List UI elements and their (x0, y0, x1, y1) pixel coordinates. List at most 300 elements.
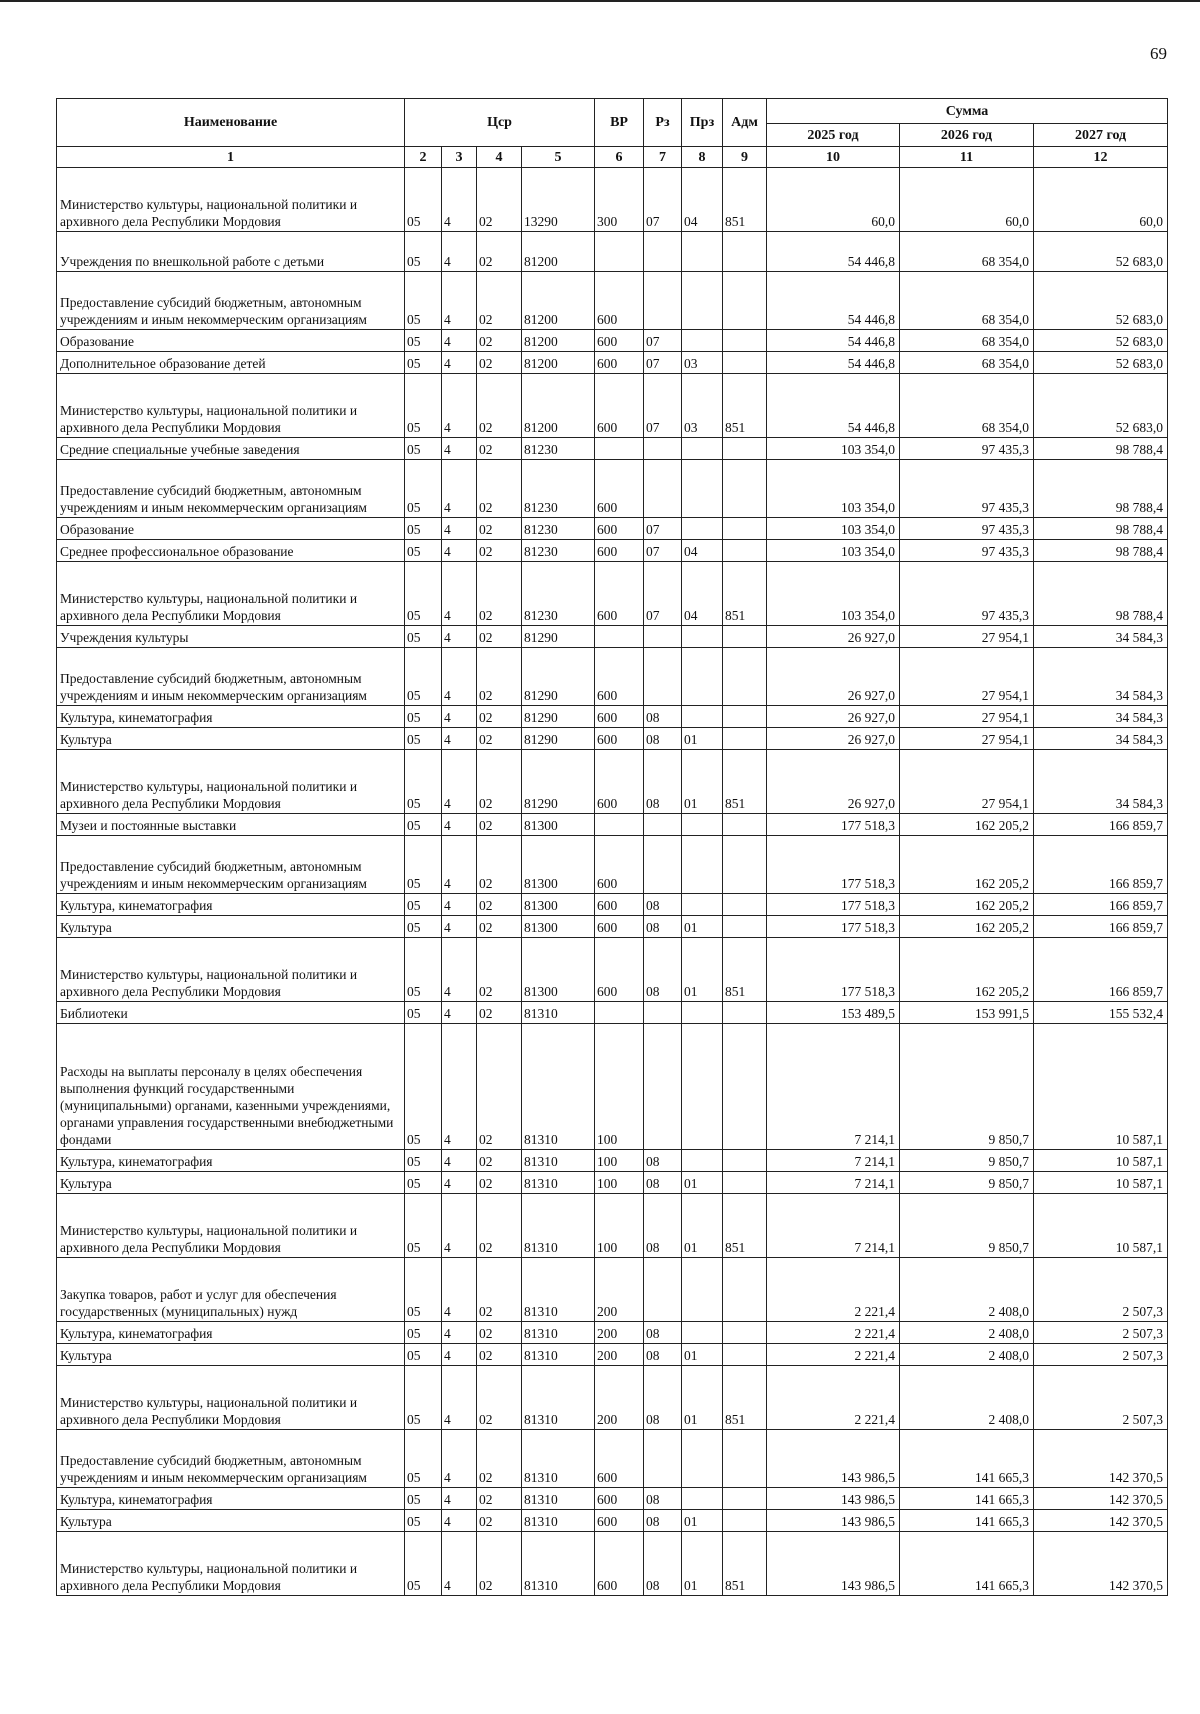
sum-2027: 34 584,3 (1034, 750, 1168, 814)
sum-2026: 27 954,1 (900, 648, 1034, 706)
csr-part-4: 81310 (522, 1024, 595, 1150)
sum-2027: 10 587,1 (1034, 1172, 1168, 1194)
adm-code (723, 1002, 767, 1024)
table-row (57, 1430, 1168, 1488)
header-sum: Сумма (767, 99, 1168, 124)
csr-part-1: 05 (405, 750, 442, 814)
adm-code (723, 460, 767, 518)
row-name: Министерство культуры, национальной политики и архивного дела Республики Мордовия (57, 1532, 405, 1596)
adm-code (723, 518, 767, 540)
prz-code (682, 1024, 723, 1150)
csr-part-2: 4 (442, 1430, 477, 1488)
prz-code (682, 1150, 723, 1172)
vr-code: 600 (595, 1430, 644, 1488)
csr-part-3: 02 (477, 1510, 522, 1532)
sum-2027: 10 587,1 (1034, 1194, 1168, 1258)
csr-part-4: 81200 (522, 272, 595, 330)
sum-2026: 141 665,3 (900, 1488, 1034, 1510)
csr-part-1: 05 (405, 626, 442, 648)
table-row (57, 460, 1168, 518)
prz-code (682, 1002, 723, 1024)
prz-code: 01 (682, 728, 723, 750)
vr-code: 600 (595, 460, 644, 518)
csr-part-2: 4 (442, 330, 477, 352)
sum-2026: 162 205,2 (900, 916, 1034, 938)
prz-code (682, 814, 723, 836)
sum-2026: 141 665,3 (900, 1430, 1034, 1488)
sum-2025: 54 446,8 (767, 352, 900, 374)
csr-part-3: 02 (477, 352, 522, 374)
adm-code (723, 1510, 767, 1532)
table-row (57, 1172, 1168, 1194)
sum-2025: 143 986,5 (767, 1532, 900, 1596)
sum-2026: 2 408,0 (900, 1322, 1034, 1344)
prz-code: 04 (682, 540, 723, 562)
csr-part-3: 02 (477, 1194, 522, 1258)
sum-2025: 7 214,1 (767, 1150, 900, 1172)
header-csr: Цср (405, 99, 595, 147)
sum-2025: 54 446,8 (767, 330, 900, 352)
csr-part-3: 02 (477, 916, 522, 938)
sum-2027: 34 584,3 (1034, 728, 1168, 750)
table-body (57, 168, 1168, 1596)
sum-2027: 34 584,3 (1034, 706, 1168, 728)
rz-code: 08 (644, 1172, 682, 1194)
csr-part-1: 05 (405, 460, 442, 518)
csr-part-1: 05 (405, 272, 442, 330)
csr-part-4: 81200 (522, 232, 595, 272)
prz-code (682, 438, 723, 460)
sum-2026: 9 850,7 (900, 1194, 1034, 1258)
rz-code: 08 (644, 1322, 682, 1344)
row-name: Культура (57, 1344, 405, 1366)
adm-code (723, 814, 767, 836)
csr-part-4: 81200 (522, 352, 595, 374)
csr-part-4: 81230 (522, 562, 595, 626)
prz-code (682, 626, 723, 648)
csr-part-2: 4 (442, 750, 477, 814)
sum-2026: 68 354,0 (900, 374, 1034, 438)
rz-code (644, 814, 682, 836)
vr-code (595, 814, 644, 836)
vr-code: 100 (595, 1024, 644, 1150)
csr-part-4: 81200 (522, 330, 595, 352)
rz-code (644, 1002, 682, 1024)
csr-part-2: 4 (442, 460, 477, 518)
prz-code (682, 836, 723, 894)
row-name: Расходы на выплаты персоналу в целях обеспечения выполнения функций государственными (муниципальными) органами, казенными учреждениями, органами управления государственными внебюджетными фондами (57, 1024, 405, 1150)
adm-code: 851 (723, 1194, 767, 1258)
csr-part-1: 05 (405, 1532, 442, 1596)
table-header (57, 99, 1168, 168)
table-row (57, 1344, 1168, 1366)
table-row (57, 836, 1168, 894)
prz-code (682, 1258, 723, 1322)
csr-part-3: 02 (477, 1488, 522, 1510)
row-name: Культура (57, 916, 405, 938)
prz-code (682, 1488, 723, 1510)
sum-2025: 60,0 (767, 168, 900, 232)
vr-code: 600 (595, 728, 644, 750)
adm-code (723, 1172, 767, 1194)
sum-2026: 162 205,2 (900, 894, 1034, 916)
rz-code (644, 1258, 682, 1322)
csr-part-3: 02 (477, 1258, 522, 1322)
csr-part-4: 81310 (522, 1172, 595, 1194)
csr-part-3: 02 (477, 374, 522, 438)
csr-part-2: 4 (442, 1172, 477, 1194)
vr-code: 200 (595, 1322, 644, 1344)
csr-part-4: 81290 (522, 706, 595, 728)
csr-part-3: 02 (477, 648, 522, 706)
csr-part-4: 81300 (522, 894, 595, 916)
csr-part-1: 05 (405, 562, 442, 626)
sum-2027: 52 683,0 (1034, 272, 1168, 330)
sum-2027: 166 859,7 (1034, 916, 1168, 938)
row-name: Предоставление субсидий бюджетным, автономным учреждениям и иным некоммерческим организациям (57, 272, 405, 330)
adm-code (723, 728, 767, 750)
table-row (57, 1366, 1168, 1430)
sum-2027: 2 507,3 (1034, 1366, 1168, 1430)
csr-part-3: 02 (477, 938, 522, 1002)
csr-part-4: 81310 (522, 1510, 595, 1532)
csr-part-2: 4 (442, 1150, 477, 1172)
csr-part-2: 4 (442, 916, 477, 938)
sum-2025: 2 221,4 (767, 1322, 900, 1344)
row-name: Предоставление субсидий бюджетным, автономным учреждениям и иным некоммерческим организациям (57, 648, 405, 706)
csr-part-2: 4 (442, 272, 477, 330)
col-number: 9 (723, 147, 767, 168)
adm-code (723, 1488, 767, 1510)
table-row (57, 1510, 1168, 1532)
sum-2026: 162 205,2 (900, 836, 1034, 894)
csr-part-4: 81310 (522, 1150, 595, 1172)
sum-2027: 52 683,0 (1034, 232, 1168, 272)
csr-part-1: 05 (405, 706, 442, 728)
csr-part-2: 4 (442, 814, 477, 836)
row-name: Предоставление субсидий бюджетным, автономным учреждениям и иным некоммерческим организациям (57, 1430, 405, 1488)
csr-part-4: 81290 (522, 728, 595, 750)
prz-code: 03 (682, 374, 723, 438)
sum-2025: 177 518,3 (767, 836, 900, 894)
row-name: Министерство культуры, национальной политики и архивного дела Республики Мордовия (57, 1194, 405, 1258)
csr-part-1: 05 (405, 894, 442, 916)
col-number: 7 (644, 147, 682, 168)
rz-code: 08 (644, 1532, 682, 1596)
csr-part-4: 81290 (522, 626, 595, 648)
sum-2027: 34 584,3 (1034, 648, 1168, 706)
table-row (57, 728, 1168, 750)
csr-part-2: 4 (442, 540, 477, 562)
table-row (57, 1194, 1168, 1258)
vr-code: 200 (595, 1366, 644, 1430)
csr-part-4: 81230 (522, 518, 595, 540)
rz-code: 07 (644, 168, 682, 232)
csr-part-2: 4 (442, 1322, 477, 1344)
header-year-2025: 2025 год (767, 124, 900, 147)
csr-part-4: 81310 (522, 1002, 595, 1024)
page-number: 69 (1150, 44, 1167, 63)
rz-code: 07 (644, 518, 682, 540)
csr-part-4: 81310 (522, 1430, 595, 1488)
csr-part-1: 05 (405, 814, 442, 836)
row-name: Культура, кинематография (57, 894, 405, 916)
prz-code: 01 (682, 1510, 723, 1532)
vr-code: 100 (595, 1172, 644, 1194)
rz-code: 07 (644, 330, 682, 352)
csr-part-3: 02 (477, 272, 522, 330)
csr-part-3: 02 (477, 626, 522, 648)
table-row (57, 706, 1168, 728)
csr-part-2: 4 (442, 374, 477, 438)
sum-2026: 68 354,0 (900, 232, 1034, 272)
csr-part-2: 4 (442, 894, 477, 916)
csr-part-3: 02 (477, 1430, 522, 1488)
vr-code (595, 1002, 644, 1024)
table-row (57, 1150, 1168, 1172)
prz-code: 01 (682, 1194, 723, 1258)
row-name: Музеи и постоянные выставки (57, 814, 405, 836)
adm-code (723, 648, 767, 706)
csr-part-3: 02 (477, 1322, 522, 1344)
sum-2026: 27 954,1 (900, 706, 1034, 728)
row-name: Министерство культуры, национальной политики и архивного дела Республики Мордовия (57, 750, 405, 814)
col-number: 11 (900, 147, 1034, 168)
col-number: 12 (1034, 147, 1168, 168)
sum-2026: 97 435,3 (900, 518, 1034, 540)
sum-2025: 103 354,0 (767, 540, 900, 562)
rz-code (644, 232, 682, 272)
vr-code: 600 (595, 352, 644, 374)
sum-2027: 142 370,5 (1034, 1532, 1168, 1596)
table-row (57, 438, 1168, 460)
header-name: Наименование (57, 99, 405, 147)
csr-part-2: 4 (442, 1194, 477, 1258)
sum-2026: 9 850,7 (900, 1172, 1034, 1194)
table-row (57, 750, 1168, 814)
vr-code: 600 (595, 750, 644, 814)
csr-part-2: 4 (442, 1024, 477, 1150)
csr-part-4: 81290 (522, 648, 595, 706)
csr-part-1: 05 (405, 168, 442, 232)
csr-part-2: 4 (442, 562, 477, 626)
adm-code (723, 330, 767, 352)
csr-part-1: 05 (405, 1488, 442, 1510)
adm-code (723, 438, 767, 460)
rz-code (644, 460, 682, 518)
csr-part-4: 81300 (522, 938, 595, 1002)
prz-code: 01 (682, 938, 723, 1002)
row-name: Предоставление субсидий бюджетным, автономным учреждениям и иным некоммерческим организациям (57, 460, 405, 518)
sum-2027: 98 788,4 (1034, 460, 1168, 518)
csr-part-2: 4 (442, 728, 477, 750)
prz-code: 04 (682, 168, 723, 232)
csr-part-1: 05 (405, 1322, 442, 1344)
rz-code: 07 (644, 352, 682, 374)
adm-code (723, 1430, 767, 1488)
csr-part-1: 05 (405, 374, 442, 438)
rz-code: 08 (644, 1150, 682, 1172)
header-adm: Адм (723, 99, 767, 147)
sum-2026: 68 354,0 (900, 272, 1034, 330)
csr-part-2: 4 (442, 1258, 477, 1322)
adm-code (723, 352, 767, 374)
sum-2025: 26 927,0 (767, 648, 900, 706)
sum-2025: 26 927,0 (767, 626, 900, 648)
sum-2025: 26 927,0 (767, 750, 900, 814)
row-name: Учреждения культуры (57, 626, 405, 648)
table-row (57, 352, 1168, 374)
adm-code (723, 1322, 767, 1344)
csr-part-3: 02 (477, 1002, 522, 1024)
sum-2025: 103 354,0 (767, 460, 900, 518)
column-number-row (57, 147, 1168, 168)
adm-code: 851 (723, 750, 767, 814)
row-name: Образование (57, 330, 405, 352)
rz-code: 08 (644, 1366, 682, 1430)
col-number: 1 (57, 147, 405, 168)
table-row (57, 938, 1168, 1002)
sum-2026: 9 850,7 (900, 1024, 1034, 1150)
table-row (57, 814, 1168, 836)
sum-2026: 162 205,2 (900, 938, 1034, 1002)
csr-part-1: 05 (405, 1430, 442, 1488)
vr-code: 600 (595, 836, 644, 894)
csr-part-2: 4 (442, 352, 477, 374)
rz-code: 08 (644, 938, 682, 1002)
sum-2026: 9 850,7 (900, 1150, 1034, 1172)
vr-code (595, 438, 644, 460)
sum-2025: 54 446,8 (767, 272, 900, 330)
row-name: Среднее профессиональное образование (57, 540, 405, 562)
sum-2026: 141 665,3 (900, 1510, 1034, 1532)
prz-code: 01 (682, 750, 723, 814)
csr-part-3: 02 (477, 814, 522, 836)
vr-code: 100 (595, 1194, 644, 1258)
row-name: Культура, кинематография (57, 1488, 405, 1510)
table-row (57, 1532, 1168, 1596)
csr-part-3: 02 (477, 168, 522, 232)
row-name: Образование (57, 518, 405, 540)
vr-code: 600 (595, 1532, 644, 1596)
sum-2027: 142 370,5 (1034, 1430, 1168, 1488)
vr-code: 200 (595, 1258, 644, 1322)
table-row (57, 648, 1168, 706)
table-row (57, 626, 1168, 648)
sum-2027: 155 532,4 (1034, 1002, 1168, 1024)
col-number: 4 (477, 147, 522, 168)
header-year-2026: 2026 год (900, 124, 1034, 147)
csr-part-2: 4 (442, 1532, 477, 1596)
csr-part-1: 05 (405, 1150, 442, 1172)
csr-part-3: 02 (477, 540, 522, 562)
rz-code (644, 626, 682, 648)
rz-code: 07 (644, 374, 682, 438)
row-name: Министерство культуры, национальной политики и архивного дела Республики Мордовия (57, 938, 405, 1002)
sum-2027: 98 788,4 (1034, 562, 1168, 626)
table-row (57, 168, 1168, 232)
sum-2026: 27 954,1 (900, 750, 1034, 814)
sum-2025: 26 927,0 (767, 728, 900, 750)
prz-code (682, 648, 723, 706)
sum-2025: 54 446,8 (767, 374, 900, 438)
csr-part-3: 02 (477, 460, 522, 518)
csr-part-4: 81310 (522, 1488, 595, 1510)
sum-2027: 2 507,3 (1034, 1322, 1168, 1344)
vr-code: 600 (595, 1510, 644, 1532)
rz-code (644, 836, 682, 894)
csr-part-2: 4 (442, 1510, 477, 1532)
sum-2025: 177 518,3 (767, 894, 900, 916)
adm-code (723, 1024, 767, 1150)
csr-part-4: 81300 (522, 916, 595, 938)
vr-code (595, 626, 644, 648)
csr-part-1: 05 (405, 438, 442, 460)
rz-code: 08 (644, 1194, 682, 1258)
table-row (57, 1002, 1168, 1024)
csr-part-4: 81290 (522, 750, 595, 814)
table-row (57, 518, 1168, 540)
csr-part-3: 02 (477, 562, 522, 626)
adm-code (723, 540, 767, 562)
adm-code (723, 836, 767, 894)
sum-2027: 142 370,5 (1034, 1510, 1168, 1532)
adm-code (723, 916, 767, 938)
row-name: Культура (57, 1172, 405, 1194)
rz-code: 08 (644, 1488, 682, 1510)
csr-part-2: 4 (442, 1488, 477, 1510)
sum-2025: 103 354,0 (767, 518, 900, 540)
sum-2025: 2 221,4 (767, 1344, 900, 1366)
csr-part-4: 81200 (522, 374, 595, 438)
rz-code (644, 1430, 682, 1488)
sum-2027: 52 683,0 (1034, 352, 1168, 374)
csr-part-3: 02 (477, 1150, 522, 1172)
prz-code (682, 894, 723, 916)
csr-part-4: 81310 (522, 1258, 595, 1322)
adm-code (723, 232, 767, 272)
csr-part-1: 05 (405, 1002, 442, 1024)
vr-code: 600 (595, 272, 644, 330)
sum-2027: 2 507,3 (1034, 1258, 1168, 1322)
csr-part-3: 02 (477, 232, 522, 272)
csr-part-1: 05 (405, 1194, 442, 1258)
table-row (57, 916, 1168, 938)
vr-code: 100 (595, 1150, 644, 1172)
vr-code (595, 232, 644, 272)
csr-part-2: 4 (442, 1344, 477, 1366)
rz-code: 08 (644, 706, 682, 728)
csr-part-4: 81310 (522, 1194, 595, 1258)
sum-2027: 98 788,4 (1034, 518, 1168, 540)
prz-code (682, 460, 723, 518)
prz-code: 01 (682, 1532, 723, 1596)
prz-code (682, 330, 723, 352)
prz-code (682, 232, 723, 272)
sum-2025: 143 986,5 (767, 1510, 900, 1532)
sum-2025: 177 518,3 (767, 814, 900, 836)
csr-part-4: 81230 (522, 540, 595, 562)
sum-2025: 7 214,1 (767, 1194, 900, 1258)
csr-part-1: 05 (405, 648, 442, 706)
adm-code (723, 1258, 767, 1322)
sum-2027: 10 587,1 (1034, 1150, 1168, 1172)
top-border-line (0, 0, 1200, 2)
csr-part-1: 05 (405, 728, 442, 750)
sum-2027: 60,0 (1034, 168, 1168, 232)
rz-code: 08 (644, 1344, 682, 1366)
csr-part-2: 4 (442, 1366, 477, 1430)
